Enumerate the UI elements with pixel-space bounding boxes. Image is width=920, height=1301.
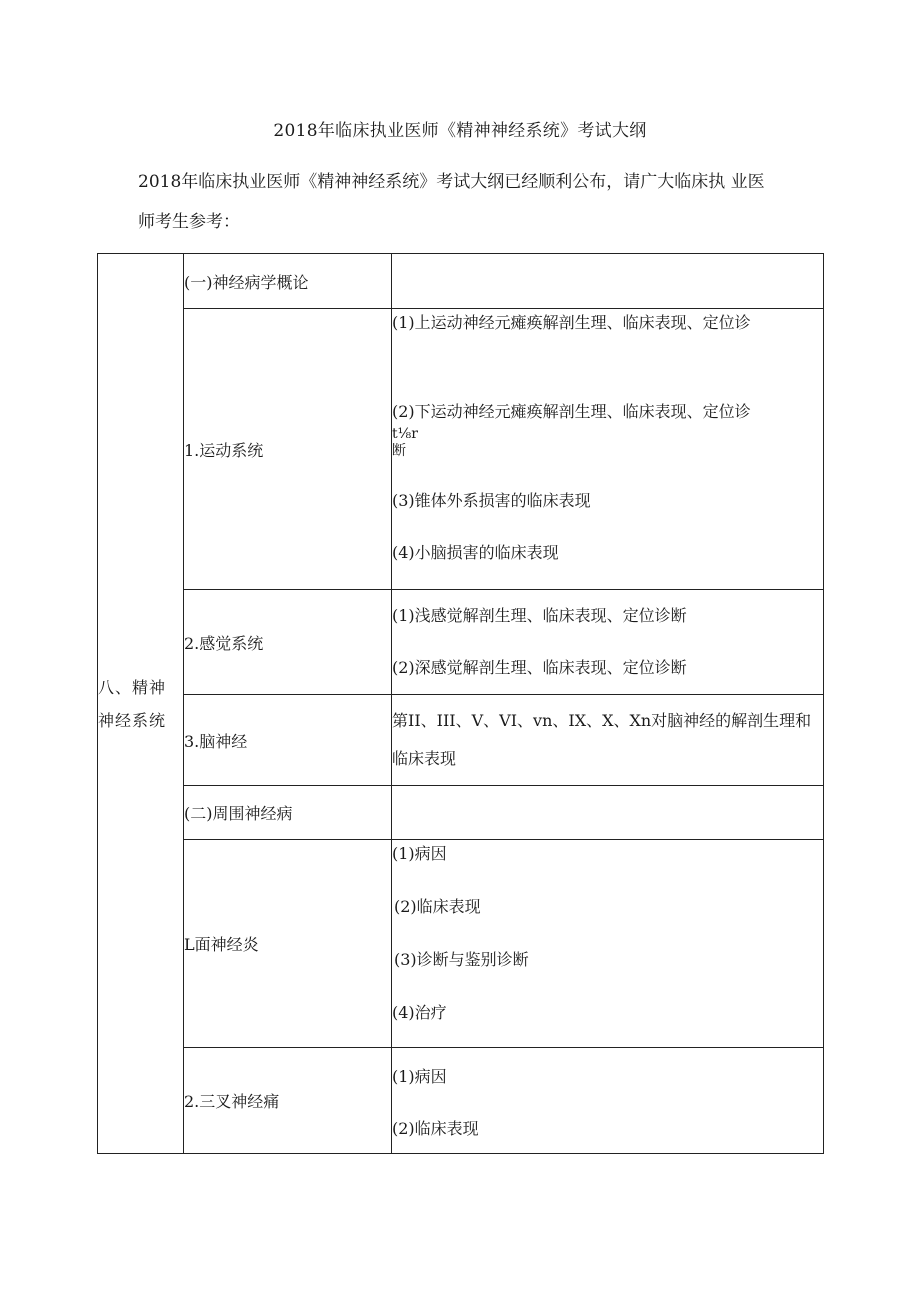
list-item: (3)锥体外系损害的临床表现 [392,491,591,510]
list-item: (1)病因 [392,844,447,863]
list-item: 断 [392,443,406,459]
items-cell [392,695,824,786]
items-cell [392,840,824,1048]
list-item: (1)上运动神经元瘫痪解剖生理、临床表现、定位诊 [392,313,751,332]
items-cell [392,1048,824,1154]
chapter-label: 神经系统 [98,710,167,730]
list-item: t⅛r [392,426,418,442]
syllabus-table [97,253,824,1154]
topic-cell: 3.脑神经 [184,695,392,786]
intro-line: 师考生参考： [138,212,240,232]
list-item: 第II、III、V、VI、vn、IX、X、Xn对脑神经的解剖生理和临床表现 [392,711,812,768]
document-title: 2018年临床执业医师《精神神经系统》考试大纲 [273,121,647,141]
list-item: (2)临床表现 [392,1119,479,1138]
table-row [98,840,824,1048]
table-row [98,786,824,840]
list-item: (4)小脑损害的临床表现 [392,543,559,562]
topic-cell: 1.运动系统 [184,309,392,590]
table-row [98,309,824,590]
list-item: (1)浅感觉解剖生理、临床表现、定位诊断 [392,606,687,625]
items-cell [392,590,824,695]
topic-cell: L面神经炎 [184,840,392,1048]
items-cell [392,309,824,590]
table-row [98,695,824,786]
intro-paragraph [138,162,828,242]
list-item: (3)诊断与鉴别诊断 [394,950,529,969]
items-cell [392,254,824,309]
topic-cell: 2.三叉神经痛 [184,1048,392,1154]
list-item: (2)临床表现 [394,897,481,916]
list-item: (4)治疗 [392,1003,447,1022]
list-item: (2)下运动神经元瘫痪解剖生理、临床表现、定位诊 [392,402,751,421]
items-cell [392,786,824,840]
table-row [98,254,824,309]
chapter-label: 八、精神 [98,677,167,697]
list-item: (1)病因 [392,1067,447,1086]
intro-line: 2018年临床执业医师《精神神经系统》考试大纲已经顺利公布，请广大临床执 业医 [138,172,765,192]
chapter-cell [98,254,184,1154]
table-row [98,1048,824,1154]
topic-cell: (一)神经病学概论 [184,254,392,309]
list-item: (2)深感觉解剖生理、临床表现、定位诊断 [392,658,687,677]
table-row [98,590,824,695]
topic-cell: (二)周围神经病 [184,786,392,840]
topic-cell: 2.感觉系统 [184,590,392,695]
